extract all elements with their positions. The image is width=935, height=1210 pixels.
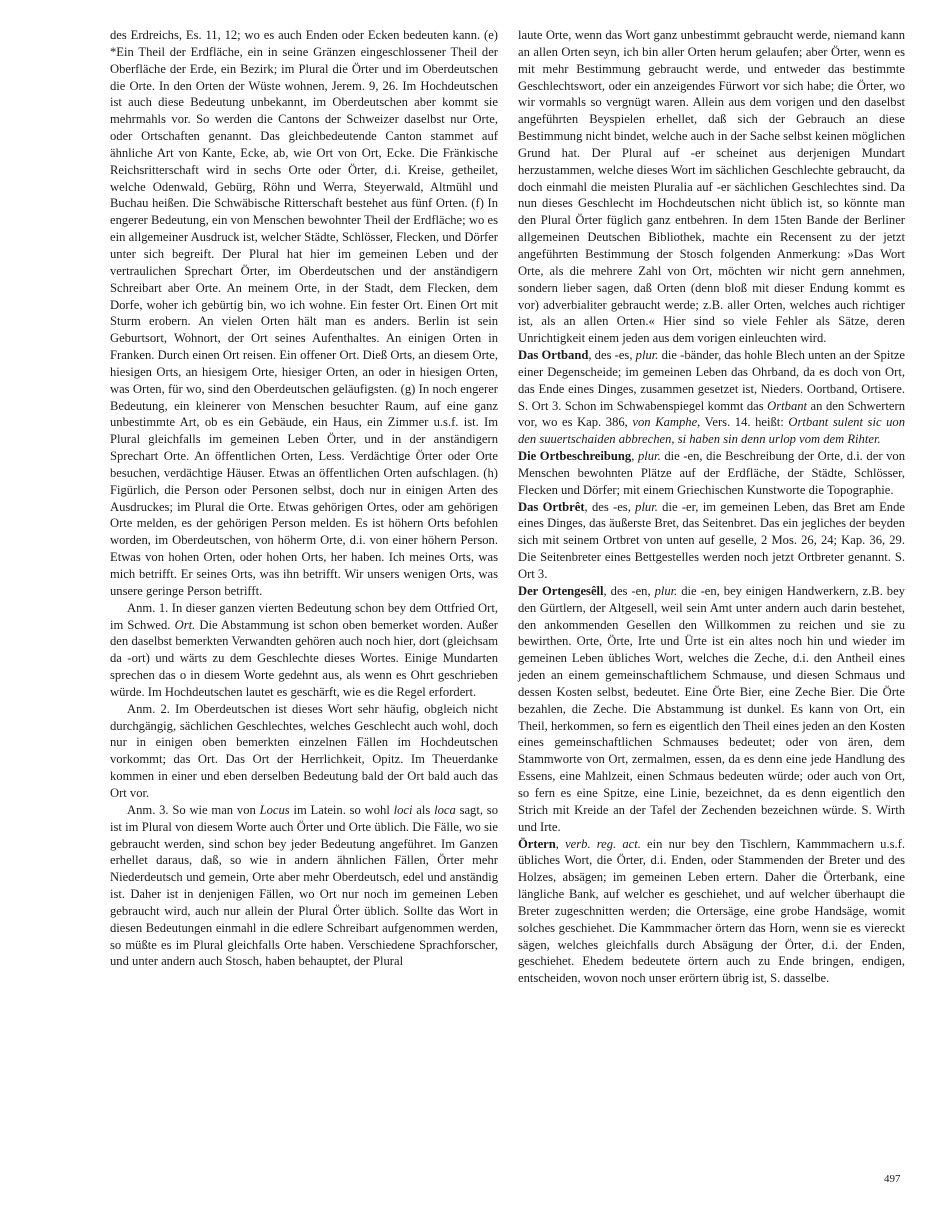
paragraph (110, 701, 498, 802)
italic-text: loca (434, 802, 456, 817)
dictionary-entry (518, 448, 905, 499)
text-run: , (555, 836, 566, 851)
dictionary-entry (518, 347, 905, 448)
text-run: , des -es, (584, 499, 636, 514)
italic-text: loci (393, 802, 413, 817)
right-column (518, 27, 905, 987)
entry-headword: Örtern (518, 836, 556, 851)
text-run: die -en, die Beschreibung der Orte, d.i. der von Menschen bewohnten Plätze auf der Erdfläche, der Städte, Schlösser, Flecken und Dörfer; mit einem Griechischen Kunstworte die Topographie. (518, 449, 905, 497)
italic-text: Ortbant sulent sic uon den suuertschaiden abbrechen, si haben sin denn urlop vom dem Rihter. (518, 415, 906, 447)
dictionary-entry (518, 583, 905, 836)
text-run: an den Schwertern vor, wo es Kap. 386, (518, 398, 905, 430)
text-run: , des -en, (603, 583, 655, 598)
text-run: Anm. 2. Im Oberdeutschen ist dieses Wort sehr häufig, obgleich nicht durchgängig, sächlichen Geschlechtes, welches Geschlecht auch wohl, doch nur in einigen oben bemerkten einzelnen Fällen im Hochdeutschen vorkommt; das Ort. Das Ort der Herrlichkeit, Opitz. Im Theuerdanke kommen in einer und eben derselben Bedeutung bald der Ort bald auch das Ort vor. (110, 701, 498, 800)
text-run: des Erdreichs, Es. 11, 12; wo es auch Enden oder Ecken bedeuten kann. (e) *Ein Theil der Erdfläche, ein in seine Gränzen eingeschlossener Theil der Oberfläche der Erde, ein Bezirk; im Plural die Örter und im Oberdeutschen die Orte. In den Orten der Wüste wohnen, Jerem. 9, 26. Im Hochdeutschen ist auch diese Bedeutung unbekannt, im Oberdeutschen aber kommt sie mehrmahls vor. So werden die Cantons der Schweizer daselbst nur Orte, oder Ortschaften genannt. Das gleichbedeutende Canton stammet auf ähnliche Art von Kante, Ecke, ab, wie Ort von Ort, Ecke. Die Fränkische Reichsritterschaft wird in sechs Orte oder Örter, d.i. Kreise, getheilet, welche Odenwald, Gebürg, Röhn und Werra, Steyerwald, Altmühl und Buchau heißen. Die Schwäbische Ritterschaft bestehet aus fünf Orten. (f) In engerer Bedeutung, ein von Menschen bewohnter Theil der Erdfläche; wo es ein allgemeiner Ausdruck ist, welcher Städte, Schlösser, Flecken, und Dörfer unter sich begreift. Der Plural hat hier im gemeinen Leben und der vertraulichen Sprechart Örter, im Oberdeutschen und der anständigern Schreibart aber Orte. An meinem Orte, in der Stadt, dem Flecken, dem Dorfe, woher ich gebürtig bin, wo ich wohne. Ein fester Ort. Einen Ort mit Sturm erobern. An vielen Orten hält man es anders. Berlin ist sein Geburtsort, Wohnort, der Ort seines Aufenthaltes. An einigen Orten in Franken. Durch einen Ort reisen. Ein offener Ort. Dieß Orts, an diesem Orte, hiesigen Orts, an hiesigem Orte, hiesiger Orten, an oder in hiesigen Orten, was Orten, für wo, sind den Oberdeutschen geläufigsten. (g) In noch engerer Bedeutung, ein kleinerer von Menschen besuchter Raum, auf eine ganz unbestimmte Art, ob es ein Gebäude, ein Haus, ein Zimmer u.s.f. ist. Im Plural gleichfalls im gemeinen Leben Örter, und in der anständigern Sprechart Orte. An öffentlichen Orten, Less. Verdächtige Örter oder Orte besuchen, verdächtige Häuser. Etwas an öffentlichen Orten aufschlagen. (h) Figürlich, die Person oder Personen selbst, doch nur in einigen Arten des Ausdruckes; im Plural die Orte. Etwas gehörigen Ortes, oder am gehörigen Orte melden, es der gehörigen Person melden. Es ist höhern Orts befohlen worden, im Oberdeutschen, von höherm Orte, d.i. von einer höhern Person. Etwas von hohen Orten, oder hohen Orts, her haben. Ich meines Orts, was mich betrifft. Er seines Orts, was ihn betrifft. Wir unsers wenigen Orts, was unsere geringe Person betrifft. (110, 28, 498, 598)
text-run: , des -es, (588, 348, 636, 363)
text-run: im Latein. so wohl (289, 802, 394, 817)
left-column (110, 27, 498, 970)
text-run: die -bänder, das hohle Blech unten an der Spitze einer Degenscheide; im gemeinen Leben das Ohrband, da es doch von Ort, das Ende eines Dinges, zusammen gesetzet ist, Nieders. Oortband, Ortisere. S. Ort 3. Schon im Schwabenspiegel kommt das (518, 348, 906, 413)
paragraph (518, 27, 905, 347)
text-run: Vers. 14. heißt: (700, 415, 789, 430)
dictionary-entry (518, 836, 905, 988)
entry-headword: Das Ortbrêt (518, 499, 585, 514)
italic-text: Ort. (174, 617, 196, 632)
text-run: als (412, 802, 435, 817)
italic-text: plur. (637, 449, 661, 464)
italic-text: Locus (259, 802, 290, 817)
text-run: die -er, im gemeinen Leben, das Bret am Ende eines Dinges, das äußerste Bret, das Seitenbret. Das ein jegliches der beyden sich mit seinem Ortbret von unten auf geselle, 2 Mos. 26, 24; Kap. 36, 29. Die Seitenbreter eines Bettgestelles werden noch jetzt Ortbreter genannt. S. Ort 3. (518, 499, 905, 581)
text-run: die -en, bey einigen Handwerkern, z.B. bey den Gürtlern, der Altgesell, weil sein Amt unter andern auch darin bestehet, den ankommenden Gesellen den Willkommen zu reichen und sie zu bewirthen. Orte, Örte, Irte und Ürte ist ein altes noch hin und wieder im gemeinen Leben übliches Wort, welches die Zeche, d.i. den Antheil eines jeden an einem gemeinschaftlichem Schmause, und diesen Schmaus und dessen Kosten selbst, bedeutet. Eine Örte Bier, eine Zeche Bier. Die Örte bezahlen, die Zeche. Die Abstammung ist dunkel. Es kann von Ort, ein Theil, herkommen, so fern es eigentlich den Theil eines jeden an den Kosten eines gemeinschaftlichen Schmauses bedeutet; oder von ären, dem Stammworte von Ort, zermalmen, essen, da es denn eine jede Handlung des Essens, eine Mahlzeit, einen Schmaus bedeuten würde; oder auch von Ort, so fern es eine Spitze, eine Linie, bezeichnet, da es denn eigentlich den Strich mit Kreide an der Tafel der Zechenden bezeichnen würde. S. Wirth und Irte. (518, 583, 905, 834)
italic-text: plur. (635, 499, 658, 514)
paragraph (110, 802, 498, 970)
italic-text: Ortbant (767, 398, 808, 413)
entry-headword: Das Ortband (518, 348, 589, 363)
page-number: 497 (884, 1173, 901, 1185)
paragraph (110, 600, 498, 701)
text-run: Anm. 3. So wie man von (127, 802, 260, 817)
italic-text: plur. (654, 583, 678, 598)
text-run: Die Abstammung ist schon oben bemerket worden. Außer den daselbst bemerkten Verwandten gehören auch noch hier, dort (gleichsam da -ort) und wärts zu dem Geschlechte dieses Wortes. Einige Mundarten sprechen das o in diesem Worte gedehnt aus, als wenn es Ohrt geschrieben würde. Im Hochdeutschen lautet es geschärft, wie es die Regel erfordert. (110, 617, 498, 699)
text-run: Anm. 1. In dieser ganzen vierten Bedeutung schon bey dem Ottfried Ort, im Schwed. (110, 600, 498, 632)
italic-text: verb. reg. act. (565, 836, 641, 851)
dictionary-entry (518, 499, 905, 583)
text-run: sagt, so ist im Plural von diesem Worte auch Örter und Orte üblich. Die Fälle, wo sie gebraucht werden, sind schon bey jeder Bedeutung angeführet. Im Ganzen erhellet daraus, daß, so wie in andern ähnlichen Fällen, Örter mehr Niederdeutsch und gemein, Orte aber mehr Oberdeutsch, edel und anständig ist. Daher ist in denjenigen Fällen, wo Ort nur noch im gemeinen Leben gebraucht wird, auch nur allein der Plural Örter üblich. Sollte das Wort in diesen Bedeutungen einmahl in die edlere Schreibart aufgenommen werden, so müßte es im Plural gleichfalls Orte haben. Verschiedene Sprachforscher, und unter andern auch Stosch, haben behauptet, der Plural (110, 802, 498, 969)
italic-text: von Kamphe, (632, 415, 701, 430)
entry-headword: Die Ortbeschreibung (518, 449, 632, 464)
paragraph (110, 27, 498, 600)
text-run: , (631, 449, 638, 464)
text-run: ein nur bey den Tischlern, Kammmachern u.s.f. übliches Wort, die Örter, d.i. Enden, oder Stammenden der Breter und des Holzes, absägen; im gemeinen Leben ertern. Daher die Örterbank, eine längliche Bank, auf welcher es geschiehet, und auf welcher überhaupt die Breter zugeschnitten werden; die Ortersäge, eine grobe Handsäge, womit solches geschiehet. Die Kammmacher örtern das Horn, wenn sie es viereckt sägen, welches gleichfalls durch Absägung der Örter, d.i. der Enden, geschiehet. Ehedem bedeutete örtern auch zu Ende bringen, endigen, entscheiden, wovon noch unser erörtern übrig ist, S. dasselbe. (518, 836, 905, 986)
text-run: laute Orte, wenn das Wort ganz unbestimmt gebraucht werde, niemand kann an allen Orten seyn, ich bin aller Orten herum gelaufen; aber Örter, wenn es mit mehr Bestimmung gebraucht werde, und entweder das bestimmte Geschlechtswort, oder ein anzeigendes Fürwort vor sich habe; die Örter, wo wir vormahls so vergnügt waren. Allein aus dem vorigen und den daselbst angeführten Beyspielen erhellet, daß sich der Gebrauch an diese Bestimmung nicht bindet, welche auch in der Sache selbst keinen möglichen Grund hat. Der Plural auf -er scheinet aus derjenigen Mundart herzustammen, welche dieses Wort im sächlichen Geschlechte gebraucht, da doch einmahl die meisten Pluralia auf -er sächlichen Geschlechtes sind. Da nun dieses Geschlecht im Hochdeutschen nicht üblich ist, so könnte man den Plural Örter füglich ganz entbehren. In dem 15ten Bande der Berliner allgemeinen Deutschen Bibliothek, machte ein Recensent zu der jetzt angeführten Bestimmung der Stosch folgenden Anmerkung: »Das Wort Orte, als die mehrere Zahl von Ort, möchten wir nicht gern annehmen, sondern lieber sagen, daß Orten (denn bloß mit dieser Endung kommt es vor) adverbialiter gebraucht werde; z.B. aller Orten, welches auch richtiger ist, als an allen Orten.« Hier sind so viele Fehler als Sätze, deren Unrichtigkeit einem jeden aus dem vorigen einleuchten wird. (518, 28, 905, 346)
entry-headword: Der Ortengesêll (518, 583, 604, 598)
italic-text: plur. (635, 348, 659, 363)
